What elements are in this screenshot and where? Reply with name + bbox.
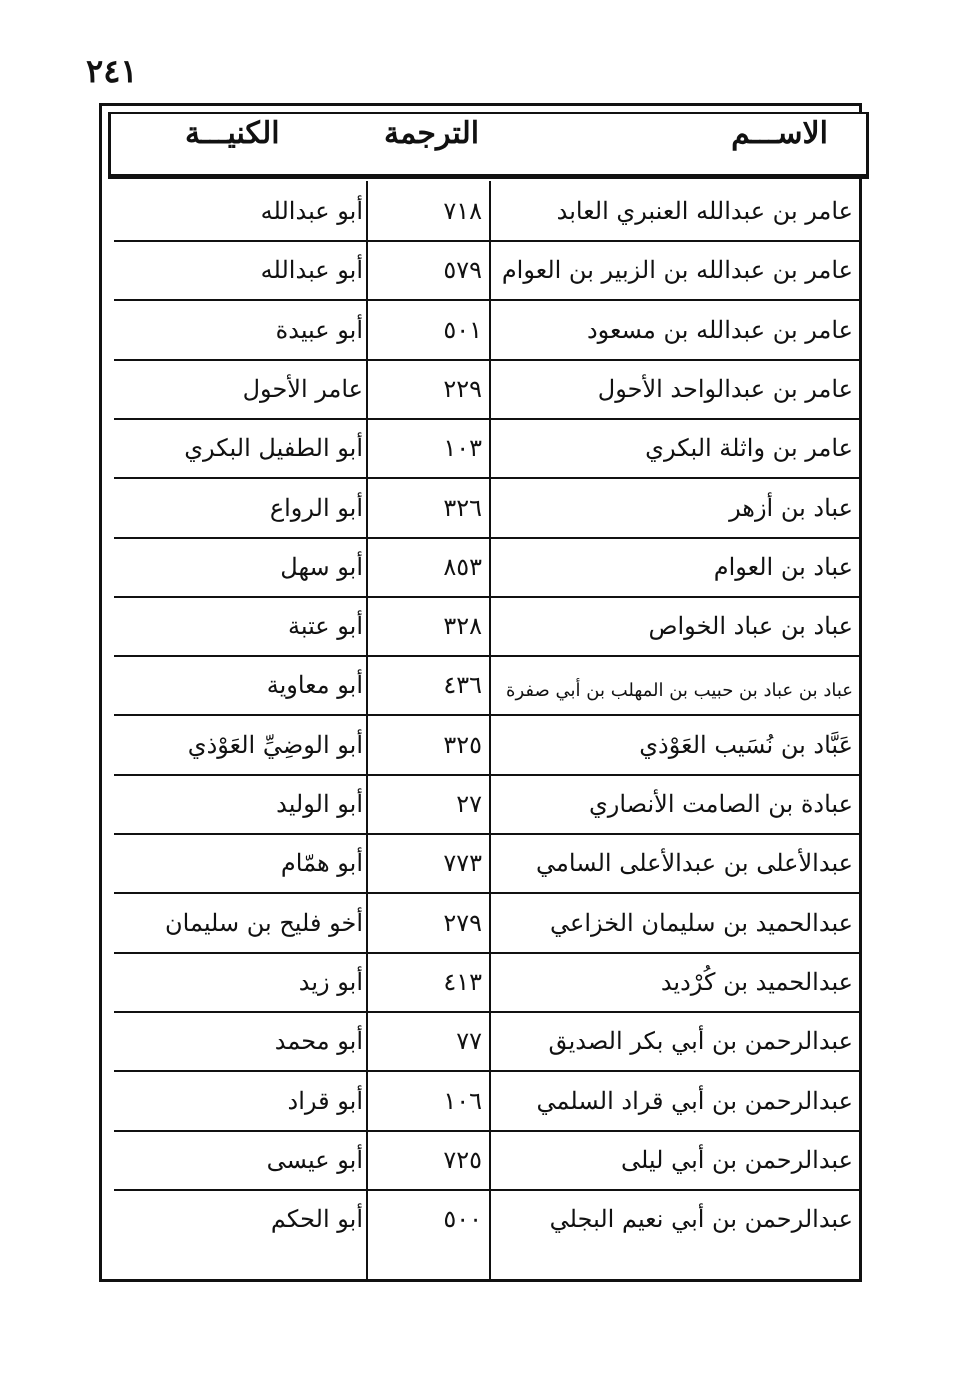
row-kunya: أبو همّام xyxy=(280,849,363,878)
table-header xyxy=(108,112,869,179)
row-name: عامر بن عبدالله العنبري العابد xyxy=(556,197,853,225)
row-separator xyxy=(114,240,859,242)
table-row xyxy=(114,1014,859,1072)
table-row xyxy=(114,1133,859,1191)
row-translation-number: ٢٧ xyxy=(456,790,482,818)
row-name: عامر بن عبدالله بن مسعود xyxy=(586,315,853,344)
table-row xyxy=(114,421,859,479)
row-name: عبدالرحمن بن أبي بكر الصديق xyxy=(548,1027,853,1056)
row-translation-number: ٥٠٠ xyxy=(443,1205,482,1234)
row-name: عبدالرحمن بن أبي نعيم البجلي xyxy=(549,1205,853,1234)
row-kunya: أبو محمد xyxy=(274,1027,363,1056)
row-name: عبدالحميد بن سليمان الخزاعي xyxy=(550,908,853,937)
row-separator xyxy=(114,299,859,301)
row-translation-number: ١٠٦ xyxy=(443,1086,482,1115)
row-translation-number: ٣٢٥ xyxy=(443,730,482,759)
row-separator xyxy=(114,359,859,361)
row-name: عبدالحميد بن كُرْديد xyxy=(660,967,853,996)
row-translation-number: ٥٧٩ xyxy=(443,256,482,285)
row-kunya: أبو عبيدة xyxy=(275,315,363,344)
table-row xyxy=(114,836,859,894)
row-translation-number: ٥٠١ xyxy=(443,315,482,344)
row-kunya: أبو سهل xyxy=(280,552,363,581)
header-name: الاســـم xyxy=(731,116,828,151)
row-kunya: أبو عبدالله xyxy=(260,197,363,225)
row-separator xyxy=(114,952,859,954)
row-separator xyxy=(114,892,859,894)
row-separator xyxy=(114,1070,859,1072)
row-translation-number: ٢٧٩ xyxy=(443,908,482,937)
table-row xyxy=(114,184,859,242)
row-name: عبادة بن الصامت الأنصاري xyxy=(588,790,853,818)
table-row xyxy=(114,540,859,598)
row-translation-number: ٣٢٨ xyxy=(443,612,482,641)
page-number: ٢٤١ xyxy=(86,52,138,90)
table-row xyxy=(114,718,859,776)
row-separator xyxy=(114,1130,859,1132)
row-name: عبدالرحمن بن أبي قراد السلمي xyxy=(536,1086,853,1115)
table-row xyxy=(114,1192,859,1282)
table-row xyxy=(114,777,859,835)
row-separator xyxy=(114,774,859,776)
table-row xyxy=(114,1074,859,1132)
row-kunya: أبو الوليد xyxy=(276,790,363,818)
row-kunya: أبو الرواع xyxy=(269,493,363,522)
table-row xyxy=(114,658,859,716)
row-separator xyxy=(114,477,859,479)
row-name: عباد بن عباد بن حبيب بن المهلب بن أبي صفرة xyxy=(506,680,853,702)
row-translation-number: ٢٢٩ xyxy=(443,374,482,403)
row-separator xyxy=(114,1011,859,1013)
table-row xyxy=(114,303,859,361)
row-separator xyxy=(114,714,859,716)
row-name: عَبَّاد بن نُسَيب العَوْذي xyxy=(639,730,853,759)
row-name: عامر بن عبدالله بن الزبير بن العوام xyxy=(501,256,853,285)
row-kunya: أبو قراد xyxy=(287,1086,363,1115)
row-translation-number: ٧١٨ xyxy=(443,197,482,225)
row-separator xyxy=(114,537,859,539)
row-translation-number: ١٠٣ xyxy=(443,434,482,463)
row-name: عامر بن واثلة البكري xyxy=(645,434,853,463)
row-translation-number: ٧٢٥ xyxy=(443,1145,482,1174)
row-kunya: أخو فليح بن سليمان xyxy=(165,908,363,937)
row-name: عبدالرحمن بن أبي ليلى xyxy=(620,1145,853,1174)
table-row xyxy=(114,955,859,1013)
row-separator xyxy=(114,655,859,657)
row-name: عباد بن أزهر xyxy=(729,493,853,522)
row-translation-number: ٧٧٣ xyxy=(443,849,482,878)
row-kunya: أبو عتبة xyxy=(287,612,363,641)
table-row xyxy=(114,362,859,420)
row-kunya: أبو عبدالله xyxy=(260,256,363,285)
table-row xyxy=(114,896,859,954)
row-name: عامر بن عبدالواحد الأحول xyxy=(597,374,853,403)
header-kunya: الكنيـــة xyxy=(185,116,280,151)
table-row xyxy=(114,599,859,657)
row-kunya: أبو زيد xyxy=(298,967,363,996)
row-name: عبدالأعلى بن عبدالأعلى السامي xyxy=(536,849,853,878)
row-kunya: أبو عيسى xyxy=(266,1145,363,1174)
row-separator xyxy=(114,1189,859,1191)
row-kunya: أبو معاوية xyxy=(266,671,363,700)
row-translation-number: ٤٣٦ xyxy=(443,671,482,700)
row-name: عباد بن العوام xyxy=(713,552,853,581)
row-separator xyxy=(114,418,859,420)
row-separator xyxy=(114,833,859,835)
row-name: عباد بن عباد الخواص xyxy=(648,612,853,641)
row-kunya: أبو الوضِيِّ العَوْذي xyxy=(187,730,363,759)
row-separator xyxy=(114,596,859,598)
row-translation-number: ٧٧ xyxy=(456,1027,482,1056)
row-translation-number: ٤١٣ xyxy=(443,967,482,996)
row-kunya: عامر الأحول xyxy=(242,374,363,403)
row-translation-number: ٣٢٦ xyxy=(443,493,482,522)
table-row xyxy=(114,481,859,539)
table-row xyxy=(114,243,859,301)
header-translation: الترجمة xyxy=(384,116,480,151)
row-kunya: أبو الحكم xyxy=(270,1205,363,1234)
row-translation-number: ٨٥٣ xyxy=(443,552,482,581)
row-kunya: أبو الطفيل البكري xyxy=(184,434,363,463)
